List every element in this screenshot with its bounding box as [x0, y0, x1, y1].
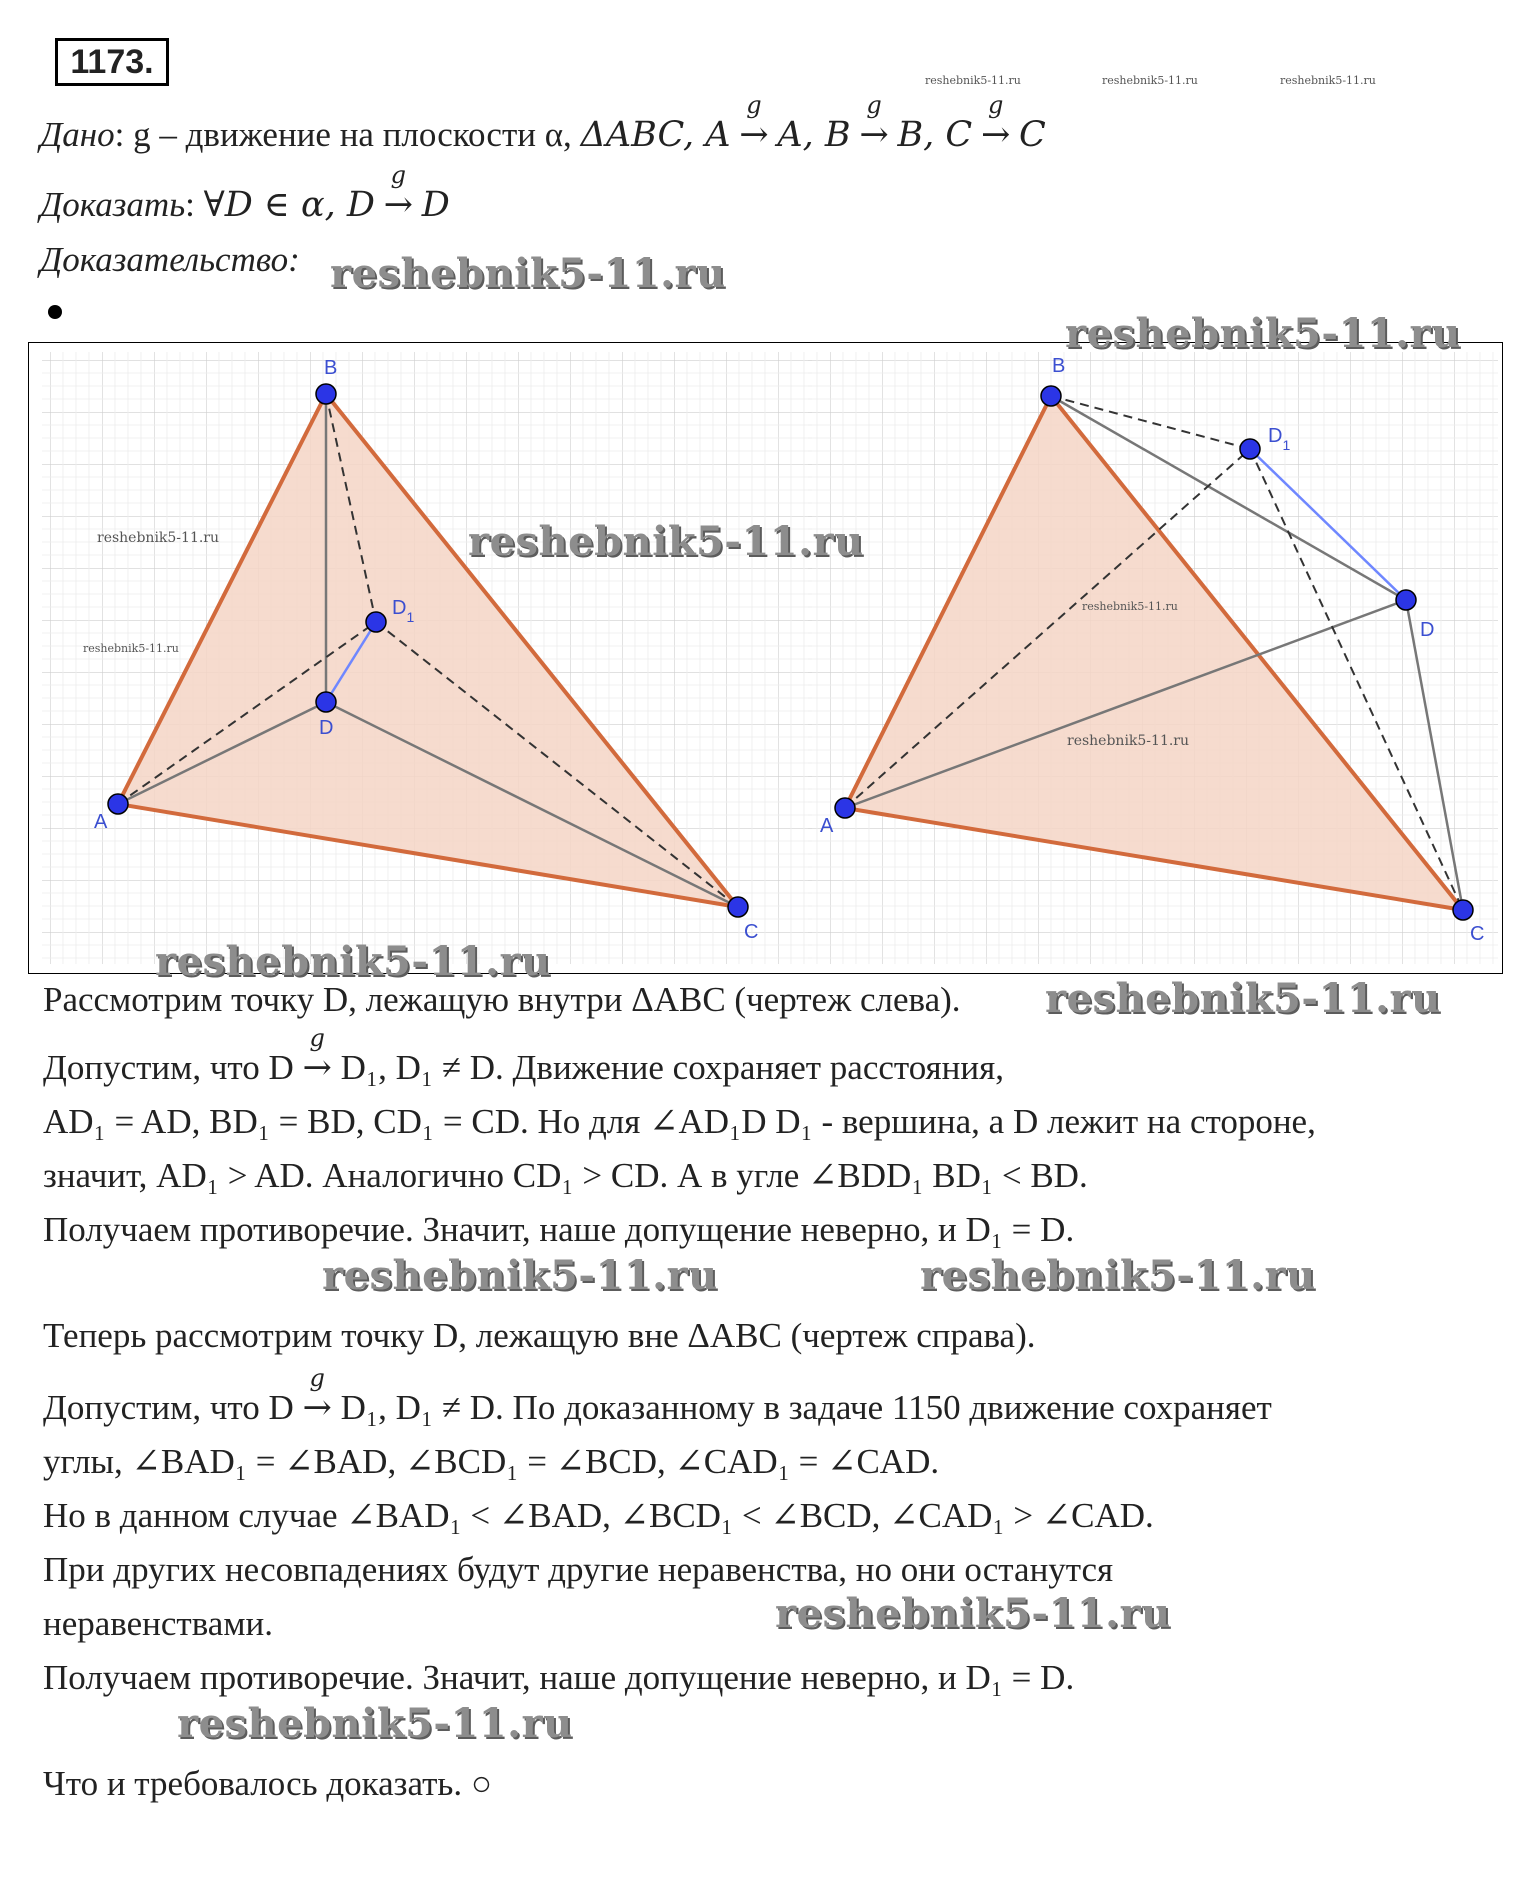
maps-to-arrow: → g [859, 91, 889, 155]
text-line-5: Получаем противоречие. Значит, наше допущение неверно, и D₁ = D. [43, 1210, 1075, 1249]
point-d1 [366, 612, 386, 632]
watermark: reshebnik5-11.ru [322, 1252, 718, 1299]
watermark: reshebnik5-11.ru [920, 1252, 1316, 1299]
watermark: reshebnik5-11.ru [468, 518, 864, 565]
maps-to-arrow: → g [302, 1024, 332, 1088]
label-a: A [820, 815, 834, 837]
bullet [48, 305, 62, 319]
label-c: C [1470, 923, 1485, 945]
point-b [316, 384, 336, 404]
watermark: reshebnik5-11.ru [155, 938, 551, 985]
point-b [1041, 386, 1061, 406]
label-d: D [319, 717, 334, 739]
text-line-12: Получаем противоречие. Значит, наше допущение неверно, и D₁ = D. [43, 1658, 1075, 1697]
text-line-13: Что и требовалось доказать. ○ [43, 1764, 493, 1803]
watermark-small: reshebnik5-11.ru [1280, 74, 1376, 87]
text-line-8: углы, ∠BAD₁ = ∠BAD, ∠BCD₁ = ∠BCD, ∠CAD₁ = ∠CAD. [43, 1442, 940, 1481]
label-a: A [94, 811, 108, 833]
prove-label: Доказать [40, 185, 186, 224]
watermark: reshebnik5-11.ru [775, 1590, 1171, 1637]
watermark-small: reshebnik5-11.ru [83, 642, 179, 655]
figure-left [42, 352, 812, 964]
prove-line: Доказать: ∀D ∈ α, D → g D [40, 161, 450, 225]
figures-panel [28, 342, 1503, 974]
point-a [835, 798, 855, 818]
given-triangle: ΔABC, A [580, 115, 731, 155]
watermark-small: reshebnik5-11.ru [1067, 733, 1190, 749]
maps-to-arrow: → g [383, 161, 413, 225]
label-c: C [744, 921, 759, 943]
watermark-small: reshebnik5-11.ru [97, 530, 220, 546]
point-c [728, 897, 748, 917]
given-label: Дано [40, 115, 115, 154]
maps-to-arrow: → g [980, 91, 1011, 155]
label-d: D [1420, 619, 1435, 641]
given-text: g – движение на плоскости α, [133, 115, 581, 154]
label-d1: $D_1$ [392, 597, 415, 625]
text-line-4: значит, AD₁ > AD. Аналогично CD₁ > CD. А в угле ∠BDD₁ BD₁ < BD. [43, 1156, 1088, 1195]
text-line-3: AD₁ = AD, BD₁ = BD, CD₁ = CD. Но для ∠AD₁D D₁ - вершина, а D лежит на стороне, [43, 1102, 1316, 1141]
watermark: reshebnik5-11.ru [330, 250, 726, 297]
given-line: Дано: g – движение на плоскости α, ΔABC, A → g A, B → g B, C → g C [40, 91, 1046, 155]
text-line-11: неравенствами. [43, 1604, 273, 1643]
watermark: reshebnik5-11.ru [177, 1700, 573, 1747]
proof-label: Доказательство: [40, 240, 300, 279]
watermark-small: reshebnik5-11.ru [1082, 600, 1178, 613]
watermark-small: reshebnik5-11.ru [1102, 74, 1198, 87]
problem-number: 1173. [55, 38, 169, 86]
watermark: reshebnik5-11.ru [1045, 975, 1441, 1022]
text-line-10: При других несовпадениях будут другие неравенства, но они останутся [43, 1550, 1114, 1589]
maps-to-arrow: → g [739, 91, 769, 155]
text-line-7: Допустим, что D → g D₁, D₁ ≠ D. По доказанному в задаче 1150 движение сохраняет [43, 1364, 1272, 1428]
watermark: reshebnik5-11.ru [1065, 310, 1461, 357]
label-d1: $D_1$ [1268, 425, 1291, 453]
text-line-6: Теперь рассмотрим точку D, лежащую вне ΔABC (чертеж справа). [43, 1316, 1036, 1355]
label-b: B [324, 357, 338, 379]
point-d1 [1240, 439, 1260, 459]
maps-to-arrow: → g [302, 1364, 332, 1428]
text-line-9: Но в данном случае ∠BAD₁ < ∠BAD, ∠BCD₁ < ∠BCD, ∠CAD₁ > ∠CAD. [43, 1496, 1154, 1535]
text-line-2: Допустим, что D → g D₁, D₁ ≠ D. Движение сохраняет расстояния, [43, 1024, 1004, 1088]
figure-right [808, 352, 1498, 964]
point-d [1396, 590, 1416, 610]
point-a [108, 794, 128, 814]
point-c [1453, 900, 1473, 920]
label-b: B [1052, 355, 1066, 377]
watermark-small: reshebnik5-11.ru [925, 74, 1021, 87]
point-d [316, 692, 336, 712]
text-line-1: Рассмотрим точку D, лежащую внутри ΔABC (чертеж слева). [43, 980, 961, 1019]
